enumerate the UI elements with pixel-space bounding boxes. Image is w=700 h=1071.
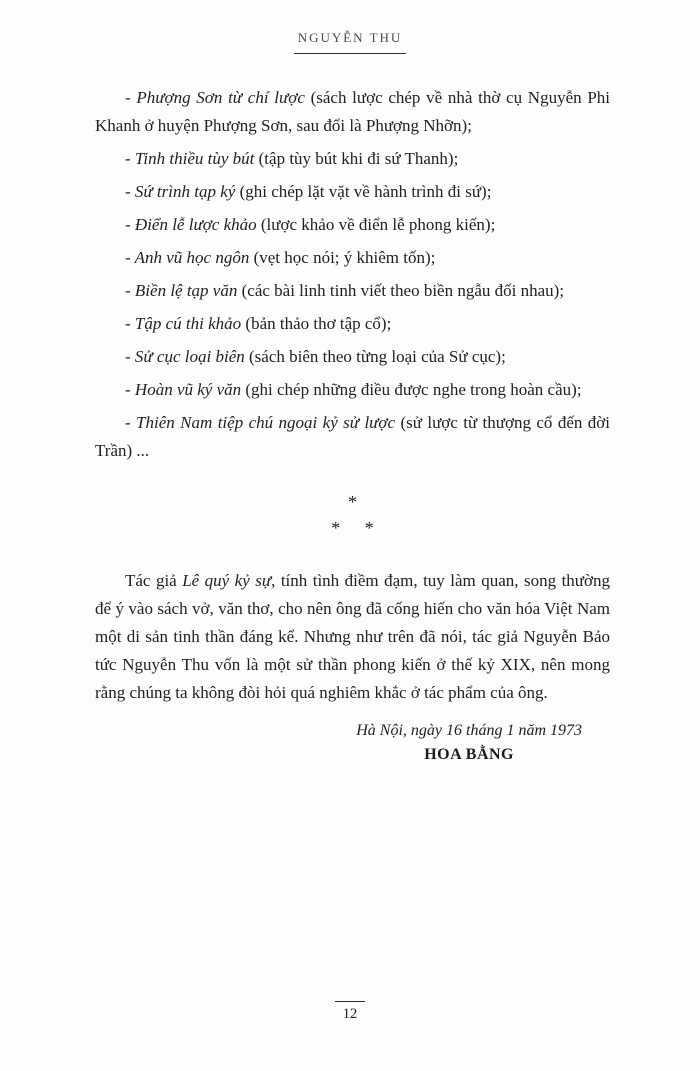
work-desc: (sách biên theo từng loại của Sử cục); [249,347,506,366]
work-item [95,376,610,404]
header-rule [294,53,406,54]
work-desc: (tập tùy bút khi đi sứ Thanh); [258,149,459,168]
work-desc: (bản thảo thơ tập cổ); [245,314,392,333]
work-item [95,145,610,173]
work-desc: (sách lược chép về nhà thờ cụ Nguyễn Phi Khanh ở huyện Phượng Sơn, sau đổi là Phượng Nhỡn); [95,88,611,135]
work-item [95,277,610,305]
work-title: - Điển lễ lược khảo [125,215,261,234]
work-item [95,343,610,371]
work-item [95,409,610,465]
separator-stars-bottom: * * [331,518,374,538]
work-desc: (các bài linh tinh viết theo biền ngẫu đối nhau); [241,281,565,300]
work-title: - Hoàn vũ ký văn [125,380,246,399]
signature-dateline: Hà Nội, ngày 16 tháng 1 năm 1973 [356,722,582,739]
work-item [95,244,610,272]
work-item [95,178,610,206]
work-desc: (ghi chép lặt vặt về hành trình đi sứ); [239,182,492,201]
work-title: - Biền lệ tạp văn [125,281,242,300]
signature-block [356,719,582,767]
page-header [0,30,700,54]
work-title: - Thiên Nam tiệp chú ngoại kỷ sử lược [125,413,401,432]
closing-text-lead: Tác giả [125,571,183,590]
work-item [95,84,610,140]
work-title: - Sứ trình tạp ký [125,182,240,201]
work-desc: (vẹt học nói; ý khiêm tốn); [253,248,436,267]
closing-book-title: Lê quý kỷ sự [182,571,272,590]
page-number: 12 [342,1006,358,1022]
work-title: - Tập cú thi khảo [125,314,246,333]
running-head-title: NGUYỄN THU [297,30,403,45]
page-content [95,84,610,767]
closing-text-body: , tính tình điềm đạm, tuy làm quan, song thường để ý vào sách vở, văn thơ, cho nên ông đã cống hiến cho văn hóa Việt Nam một di sản tinh thần đáng kể. Nhưng như trên đã nói, tác giả Nguyễn Bảo tức Nguyễn Thu vốn là một sử thần phong kiến ở thế kỷ XIX, nên mong rằng chúng ta không đòi hỏi quá nghiêm khắc ở tác phẩm của ông. [95,571,610,702]
work-title: - Phượng Sơn từ chí lược [125,88,311,107]
work-title: - Anh vũ học ngôn [125,248,254,267]
separator-star-top: * [348,492,357,512]
work-desc: (sử lược từ thượng cổ đến đời Trần) ... [95,413,610,460]
section-separator [95,489,610,541]
work-desc: (ghi chép những điều được nghe trong hoàn cầu); [245,380,582,399]
work-title: - Sử cục loại biên [125,347,249,366]
signature-author: HOA BẰNG [424,746,514,763]
folio-rule [335,1001,365,1002]
work-item [95,211,610,239]
work-desc: (lược khảo về điển lễ phong kiến); [260,215,496,234]
work-title: - Tinh thiều tùy bút [125,149,259,168]
page-footer [0,1001,700,1023]
work-item [95,310,610,338]
closing-paragraph [95,567,610,707]
